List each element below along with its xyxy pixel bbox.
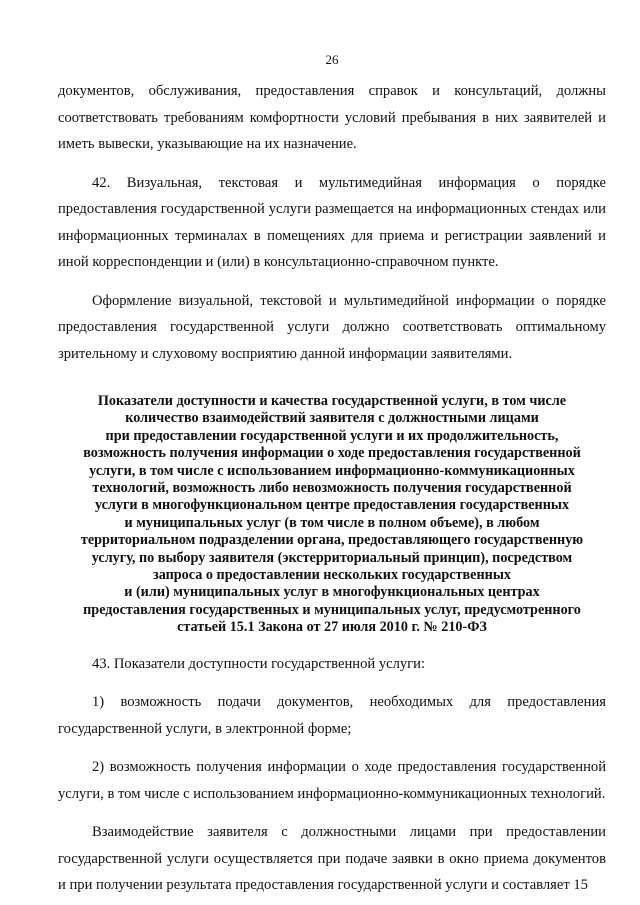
heading-line: запроса о предоставлении нескольких государственных: [153, 567, 511, 584]
list-item-2: 2) возможность получения информации о ходе предоставления государственной услуги, в том числе с использованием информационно-коммуникационных технологий.: [58, 759, 606, 802]
paragraph-42: 42. Визуальная, текстовая и мультимедийная информация о порядке предоставления государственной услуги размещается на информационных стендах или информационных терминалах в помещениях для приема и регистрации заявлений и иной корреспонденции и (или) в консультационно-справочном пункте.: [58, 174, 606, 270]
heading-line: территориальном подразделении органа, предоставляющего государственную: [80, 532, 584, 549]
heading-line: услугу, по выбору заявителя (экстерриториальный принцип), посредством: [91, 549, 573, 566]
paragraph-interaction: Взаимодействие заявителя с должностными лицами при предоставлении государственной услуги осуществляется при подаче заявки в окно приема документов и при получении результата предоставления государственной услуги и составляет 15: [58, 824, 606, 894]
page-number: 26: [325, 52, 339, 67]
heading-line: предоставления государственных и муниципальных услуг, предусмотренного: [83, 601, 581, 618]
heading-line: количество взаимодействий заявителя с должностными лицами: [125, 410, 539, 427]
paragraph-design: Оформление визуальной, текстовой и мультимедийной информации о порядке предоставления государственной услуги должно соответствовать оптимальному зрительному и слуховому восприятию данной информации заявителями.: [58, 292, 606, 362]
paragraph-43: 43. Показатели доступности государственной услуги:: [92, 655, 426, 672]
heading-line: статьей 15.1 Закона от 27 июля 2010 г. № 210-ФЗ: [177, 619, 487, 636]
heading-line: услуги в многофункциональном центре предоставления государственных: [94, 497, 570, 514]
heading-line: и (или) муниципальных услуг в многофункциональных центрах: [124, 584, 540, 601]
heading-line: возможность получения информации о ходе предоставления государственной: [83, 445, 581, 462]
heading-line: услуги, в том числе с использованием информационно-коммуникационных: [89, 462, 575, 479]
heading-line: технологий, возможность либо невозможность получения государственной: [92, 480, 572, 497]
heading-line: при предоставлении государственной услуги и их продолжительность,: [105, 427, 559, 444]
heading-line: и муниципальных услуг (в том числе в полном объеме), в любом: [124, 514, 540, 531]
list-item-1: 1) возможность подачи документов, необходимых для предоставления государственной услуги, в электронной форме;: [58, 694, 606, 737]
heading-line: Показатели доступности и качества государственной услуги, в том числе: [97, 393, 567, 409]
paragraph-continued: документов, обслуживания, предоставления справок и консультаций, должны соответствовать требованиям комфортности условий пребывания в них заявителей и иметь вывески, указывающие на их назначение.: [58, 83, 606, 152]
section-heading: [64, 393, 600, 637]
